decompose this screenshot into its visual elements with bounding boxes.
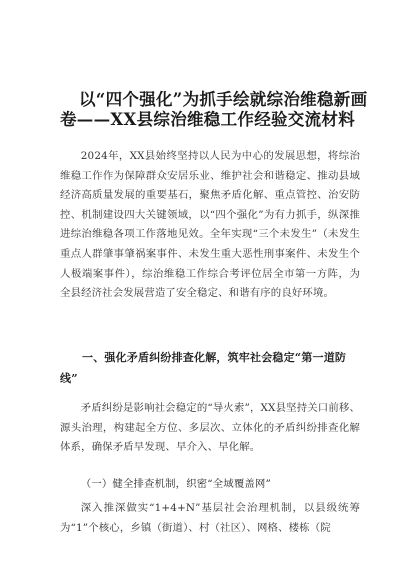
subsection-heading-1: （一）健全排查机制，织密“全域覆盖网” — [80, 478, 271, 490]
section-1-paragraph: 矛盾纠纷是影响社会稳定的“导火索”，XX县坚持关口前移、源头治理，构建起全方位、多层次、立体化的矛盾纠纷排查化解体系，确保矛盾早发现、早介入、早化解。 — [60, 402, 360, 454]
document-title-line-2: 卷——XX县综治维稳工作经验交流材料 — [60, 110, 356, 129]
document-title-line-1: 以“四个强化”为抓手绘就综治维稳新画 — [79, 90, 368, 109]
subsection-1-paragraph: 深入推深做实“1+4+N”基层社会治理机制，以县级统筹为“1”个核心，乡镇（街道）、村（社区）、网格、楼栋（院 — [60, 502, 360, 534]
section-heading-1: 一、强化矛盾纠纷排查化解，筑牢社会稳定“第一道防线” — [60, 351, 347, 385]
intro-paragraph: 2024年，XX县始终坚持以人民为中心的发展思想，将综治维稳工作作为保障群众安居乐业、维护社会和谐稳定、推动县域经济高质量发展的重要基石，聚焦矛盾化解、重点管控、治安防控、机制建设四大关键领域，以“四个强化”为有力抓手，纵深推进综治维稳各项工作落地见效。全年实现“三个未发生”（未发生重点人群肇事肇祸案事件、未发生重大恶性刑事案件、未发生个人极端案事件），综治维稳工作综合考评位居全市第一方阵，为全县经济社会发展营造了安全稳定、和谐有序的良好环境。 — [60, 150, 360, 300]
